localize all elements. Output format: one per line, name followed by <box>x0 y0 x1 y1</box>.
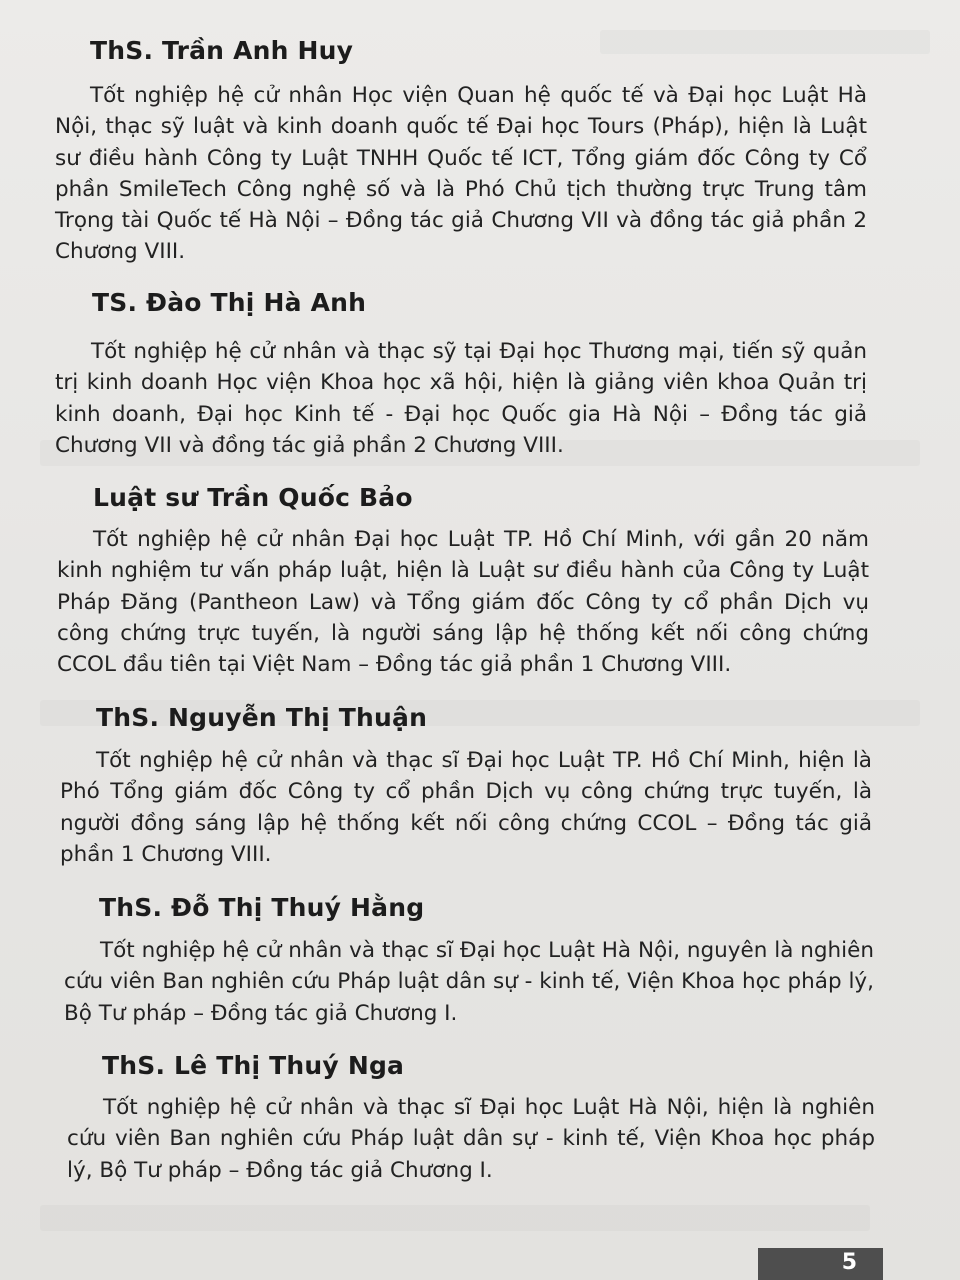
author-name: ThS. Nguyễn Thị Thuận <box>96 703 428 732</box>
author-name: ThS. Lê Thị Thuý Nga <box>102 1051 405 1080</box>
author-name: Luật sư Trần Quốc Bảo <box>93 483 413 512</box>
page-number-bar <box>758 1248 883 1280</box>
author-bio: Tốt nghiệp hệ cử nhân và thạc sĩ Đại học Luật Hà Nội, nguyên là nghiên cứu viên Ban nghiên cứu Pháp luật dân sự - kinh tế, Viện Khoa học pháp lý, Bộ Tư pháp – Đồng tác giả Chương I. <box>64 938 874 1026</box>
author-name: ThS. Trần Anh Huy <box>90 36 354 65</box>
author-name: TS. Đào Thị Hà Anh <box>92 288 367 317</box>
author-bio: Tốt nghiệp hệ cử nhân và thạc sĩ Đại học Luật TP. Hồ Chí Minh, hiện là Phó Tổng giám đốc Công ty cổ phần Dịch vụ công chứng trực tuyến, là người đồng sáng lập hệ thống kết nối công chứng CCOL – Đồng tác giả phần 1 Chương VIII. <box>60 748 872 867</box>
show-through-decoration <box>40 1205 870 1231</box>
author-bio: Tốt nghiệp hệ cử nhân và thạc sĩ Đại học Luật Hà Nội, hiện là nghiên cứu viên Ban nghiên cứu Pháp luật dân sự - kinh tế, Viện Khoa học pháp lý, Bộ Tư pháp – Đồng tác giả Chương I. <box>67 1095 875 1183</box>
author-bio: Tốt nghiệp hệ cử nhân Học viện Quan hệ quốc tế và Đại học Luật Hà Nội, thạc sỹ luật và kinh doanh quốc tế Đại học Tours (Pháp), hiện là Luật sư điều hành Công ty Luật TNHH Quốc tế ICT, Tổng giám đốc Công ty Cổ phần SmileTech Công nghệ số và là Phó Chủ tịch thường trực Trung tâm Trọng tài Quốc tế Hà Nội – Đồng tác giả Chương VII và đồng tác giả phần 2 Chương VIII. <box>55 83 867 265</box>
author-name: ThS. Đỗ Thị Thuý Hằng <box>99 893 425 922</box>
author-bio: Tốt nghiệp hệ cử nhân Đại học Luật TP. Hồ Chí Minh, với gần 20 năm kinh nghiệm tư vấn pháp luật, hiện là Luật sư điều hành của Công ty Luật Pháp Đăng (Pantheon Law) và Tổng giám đốc Công ty cổ phần Dịch vụ công chứng trực tuyến, là người sáng lập hệ thống kết nối công chứng CCOL đầu tiên tại Việt Nam – Đồng tác giả phần 1 Chương VIII. <box>57 527 869 678</box>
page-number: 5 <box>841 1250 857 1275</box>
show-through-decoration <box>600 30 930 54</box>
author-bio: Tốt nghiệp hệ cử nhân và thạc sỹ tại Đại học Thương mại, tiến sỹ quản trị kinh doanh Học viện Khoa học xã hội, hiện là giảng viên khoa Quản trị kinh doanh, Đại học Kinh tế - Đại học Quốc gia Hà Nội – Đồng tác giả Chương VII và đồng tác giả phần 2 Chương VIII. <box>55 339 867 458</box>
